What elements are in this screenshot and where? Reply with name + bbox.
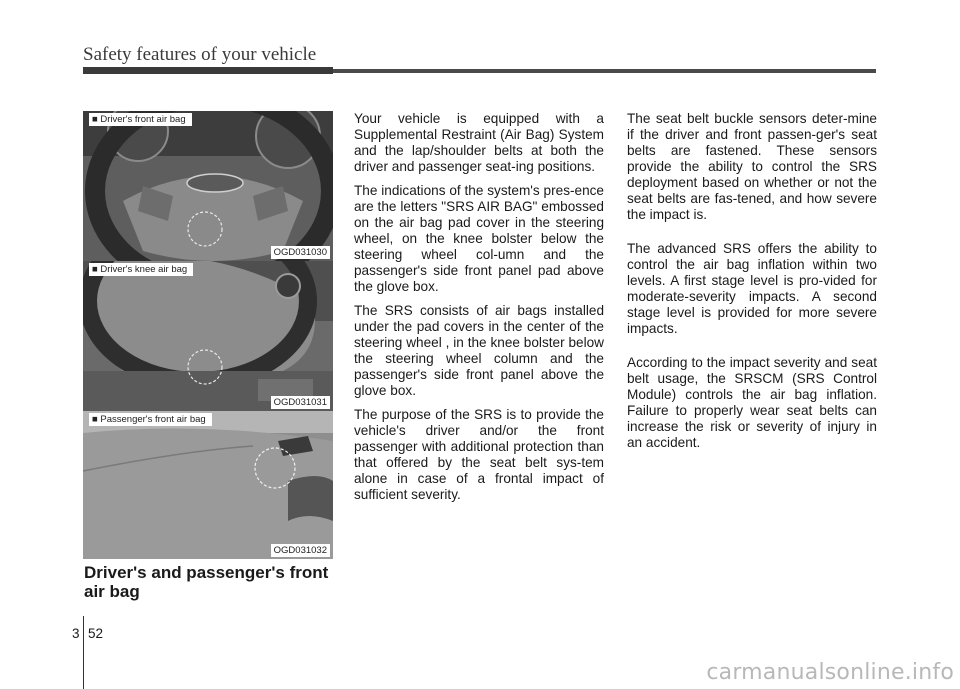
footer-divider xyxy=(83,616,84,689)
paragraph: The seat belt buckle sensors deter-mine if the driver and front passen-ger's seat belts are fastened. These sensors provide the ability to control the SRS deployment based on whether or not the seat belts are fas-tened, and how severe the impact is. xyxy=(627,111,877,222)
steering-wheel-image xyxy=(83,111,333,261)
figure-code: OGD031032 xyxy=(271,544,330,557)
figure-caption: ■ Passenger's front air bag xyxy=(89,413,212,426)
section-heading-line2: air bag xyxy=(84,582,140,601)
chapter-number: 3 xyxy=(72,626,80,641)
passenger-dashboard-image xyxy=(83,411,333,559)
figure-passenger-front-airbag xyxy=(83,411,333,559)
paragraph: The purpose of the SRS is to provide the vehicle's driver and/or the front passenger with additional protection than that offered by the seat belt sys-tem alone in case of a frontal impact of sufficient severity. xyxy=(354,407,604,502)
paragraph: The indications of the system's pres-ence are the letters "SRS AIR BAG" embossed on the air bag pad cover in the steering wheel, on the knee bolster below the steering wheel col-umn and the passenger's side front panel pad above the glove box. xyxy=(354,183,604,294)
page-number: 52 xyxy=(88,626,104,641)
paragraph: According to the impact severity and seat belt usage, the SRSCM (SRS Control Module) controls the air bag inflation. Failure to properly wear seat belts can increase the risk or severity of injury in an accident. xyxy=(627,355,877,450)
paragraph: The SRS consists of air bags installed under the pad covers in the center of the steering wheel , in the knee bolster below the steering wheel column and the passenger's side front panel above the glove box. xyxy=(354,303,604,398)
text-column-1 xyxy=(354,111,604,511)
figure-driver-front-airbag xyxy=(83,111,333,261)
figure-driver-knee-airbag xyxy=(83,261,333,411)
watermark: carmanualsonline.info xyxy=(706,660,954,685)
figure-caption: ■ Driver's knee air bag xyxy=(89,263,193,276)
paragraph: Your vehicle is equipped with a Supplemental Restraint (Air Bag) System and the lap/shoulder belts at both the driver and passenger seat-ing positions. xyxy=(354,111,604,174)
knee-bolster-image xyxy=(83,261,333,411)
paragraph: The advanced SRS offers the ability to control the air bag inflation within two levels. A first stage level is pro-vided for moderate-severity impacts. A second stage level is provided for more severe impacts. xyxy=(627,241,877,336)
section-heading xyxy=(84,563,344,601)
figure-code: OGD031031 xyxy=(271,396,330,409)
figure-code: OGD031030 xyxy=(271,246,330,259)
page-header-title: Safety features of your vehicle xyxy=(83,44,317,65)
section-heading-line1: Driver's and passenger's front xyxy=(84,563,329,582)
header-rule-accent xyxy=(83,67,333,74)
figure-caption: ■ Driver's front air bag xyxy=(89,113,192,126)
text-column-2 xyxy=(627,111,877,459)
